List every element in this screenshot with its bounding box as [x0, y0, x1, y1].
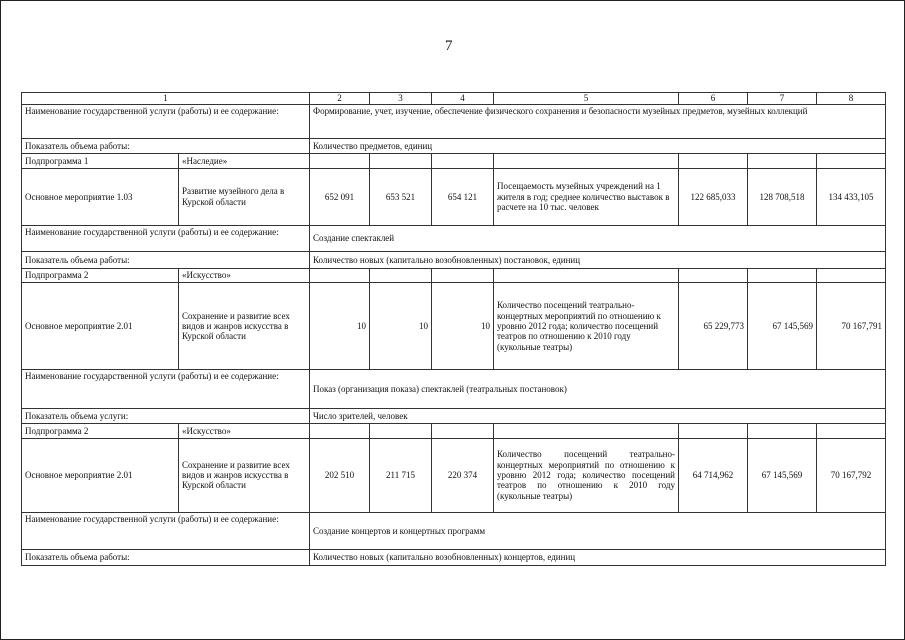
- event-row: [22, 438, 886, 512]
- event-name: Сохранение и развитие всех видов и жанров искусства в Курской области: [179, 438, 310, 512]
- service-label: Наименование государственной услуги (работы) и ее содержание:: [22, 104, 310, 139]
- subprogram-row: [22, 154, 886, 168]
- value-col-6: 65 229,773: [679, 282, 748, 370]
- indicator-label: Показатель объема услуги:: [22, 409, 310, 424]
- event-label: Основное мероприятие 2.01: [22, 282, 179, 370]
- value-col-2: 652 091: [310, 168, 370, 225]
- header-col-8: 8: [817, 93, 886, 105]
- event-name: Сохранение и развитие всех видов и жанров искусства в Курской области: [179, 282, 310, 370]
- subprogram-row: [22, 424, 886, 438]
- value-col-7: 67 145,569: [748, 282, 817, 370]
- event-row: [22, 168, 886, 225]
- page-number: 7: [445, 38, 453, 54]
- header-col-2: 2: [310, 93, 370, 105]
- indicator-label: Показатель объема работы:: [22, 139, 310, 154]
- service-label: Наименование государственной услуги (работы) и ее содержание:: [22, 512, 310, 549]
- value-col-2: 10: [310, 282, 370, 370]
- state-services-table: [21, 92, 886, 566]
- indicator-value: Количество новых (капитально возобновленных) постановок, единиц: [310, 252, 886, 268]
- header-col-7: 7: [748, 93, 817, 105]
- value-col-7: 67 145,569: [748, 438, 817, 512]
- service-row: [22, 512, 886, 549]
- value-col-6: 64 714,962: [679, 438, 748, 512]
- header-col-6: 6: [679, 93, 748, 105]
- header-col-1: 1: [22, 93, 310, 105]
- header-col-4: 4: [432, 93, 494, 105]
- indicator-value: Число зрителей, человек: [310, 409, 886, 424]
- indicator-row: [22, 252, 886, 268]
- value-col-8: 70 167,792: [817, 438, 886, 512]
- subprogram-name: «Наследие»: [179, 154, 310, 168]
- service-label: Наименование государственной услуги (работы) и ее содержание:: [22, 370, 310, 409]
- indicator-value: Количество новых (капитально возобновленных) концертов, единиц: [310, 549, 886, 565]
- indicator-value: Количество предметов, единиц: [310, 139, 886, 154]
- subprogram-label: Подпрограмма 2: [22, 268, 179, 282]
- value-col-8: 134 433,105: [817, 168, 886, 225]
- value-col-4: 654 121: [432, 168, 494, 225]
- header-row: [22, 93, 886, 105]
- value-col-8: 70 167,791: [817, 282, 886, 370]
- value-col-5: Количество посещений театрально-концертных мероприятий по отношению к уровню 2012 года; количество посещений театров по отношению к 2010 году (кукольные театры): [494, 438, 679, 512]
- value-col-3: 10: [370, 282, 432, 370]
- subprogram-label: Подпрограмма 2: [22, 424, 179, 438]
- header-col-5: 5: [494, 93, 679, 105]
- subprogram-name: «Искусство»: [179, 268, 310, 282]
- indicator-label: Показатель объема работы:: [22, 252, 310, 268]
- value-col-2: 202 510: [310, 438, 370, 512]
- header-col-3: 3: [370, 93, 432, 105]
- value-col-5: Посещаемость музейных учреждений на 1 жителя в год; среднее количество выставок в расчете на 10 тыс. человек: [494, 168, 679, 225]
- value-col-6: 122 685,033: [679, 168, 748, 225]
- event-label: Основное мероприятие 1.03: [22, 168, 179, 225]
- service-row: [22, 104, 886, 139]
- indicator-row: [22, 139, 886, 154]
- service-row: [22, 225, 886, 251]
- service-value: Создание концертов и концертных программ: [310, 512, 886, 549]
- indicator-row: [22, 409, 886, 424]
- subprogram-name: «Искусство»: [179, 424, 310, 438]
- service-label: Наименование государственной услуги (работы) и ее содержание:: [22, 225, 310, 251]
- value-col-7: 128 708,518: [748, 168, 817, 225]
- value-col-3: 653 521: [370, 168, 432, 225]
- event-label: Основное мероприятие 2.01: [22, 438, 179, 512]
- indicator-label: Показатель объема работы:: [22, 549, 310, 565]
- service-row: [22, 370, 886, 409]
- service-value: Показ (организация показа) спектаклей (театральных постановок): [310, 370, 886, 409]
- event-name: Развитие музейного дела в Курской области: [179, 168, 310, 225]
- service-value: Создание спектаклей: [310, 225, 886, 251]
- value-col-4: 10: [432, 282, 494, 370]
- event-row: [22, 282, 886, 370]
- indicator-row: [22, 549, 886, 565]
- value-col-5: Количество посещений театрально-концертных мероприятий по отношению к уровню 2012 года; количество посещений театров по отношению к 2010 году (кукольные театры): [494, 282, 679, 370]
- subprogram-row: [22, 268, 886, 282]
- service-value: Формирование, учет, изучение, обеспечение физического сохранения и безопасности музейных предметов, музейных коллекций: [310, 104, 886, 139]
- value-col-3: 211 715: [370, 438, 432, 512]
- value-col-4: 220 374: [432, 438, 494, 512]
- subprogram-label: Подпрограмма 1: [22, 154, 179, 168]
